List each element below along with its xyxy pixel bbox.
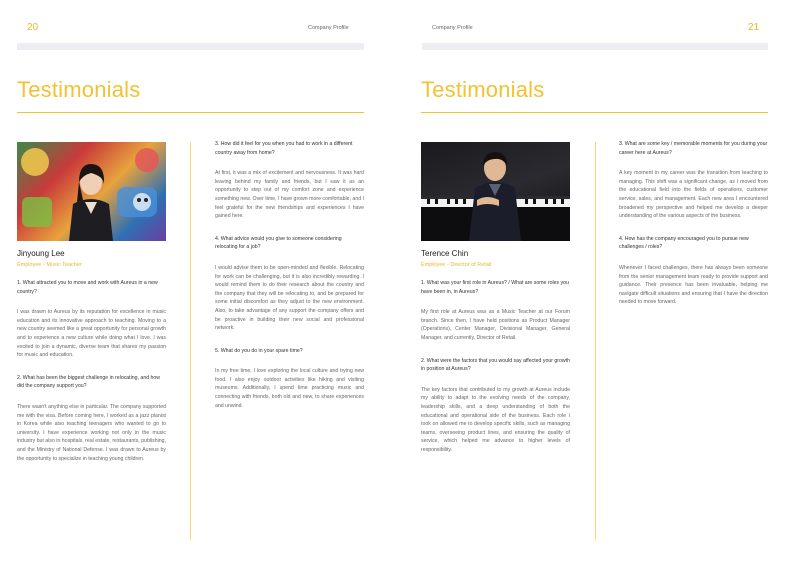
right-page-column-2 (619, 140, 768, 321)
answer: The key factors that contributed to my growth at Aureus include my ability to adapt to the evolving needs of the company, leadership skills, and a deep understanding of both the educational and operational side of the business. Each role I took on allowed me to develop specific skills, such as managing teams, overseeing product lines, and ensuring the quality of service, which helped me advance to higher levels of responsibility. (421, 386, 570, 453)
answer: There wasn't anything else in particular. The company supported me with the visa. Before coming here, I worked as a jazz pianist in Korea while also teaching teenagers who wanted to go to university. I have experience working not only in the music industry but also in hospitals, real estate, restaurants, publishing, and the Ministry of National Defense. I was drawn to Aureus by the opportunity to specialize in teaching young children. (17, 403, 166, 462)
left-page-column-1 (17, 279, 166, 477)
running-head-right: Company Profile (432, 25, 473, 31)
question: 1. What attracted you to move and work with Aureus in a new country? (17, 280, 158, 295)
portrait-photo-jinyoung (17, 142, 166, 241)
answer: I was drawn to Aureus by its reputation for excellence in music education and its innovative approach to teaching. Moving to a new country seemed like a great opportunity for personal growth and to experience a new culture while doing what I love. I was excited to join a dynamic, diverse team that shares my passion for music and education. (17, 309, 166, 359)
person-role-terence: Employee - Director of Retail (421, 262, 492, 268)
question: 2. What were the factors that you would say affected your growth in position at Aureus? (421, 357, 570, 373)
portrait-photo-terence (421, 142, 570, 241)
answer: At first, it was a mix of excitement and nervousness. It was hard leaving behind my family and friends, but I saw it as an opportunity to step out of my comfort zone and experience something new. Over time, I have grown more comfortable, and I feel grateful for the new friendships and experiences I have gained here. (215, 170, 364, 220)
question: 3. How did it feel for you when you had to work in a different country away from home? (215, 141, 353, 156)
left-page-column-2 (215, 140, 364, 424)
answer: I would advise them to be open-minded and flexible. Relocating for work can be challenging, but it is also incredibly rewarding. I would remind them to do their research about the country and the company that they will be relocating to, and be prepared for some initial discomfort as they adjust to the new environment. Also, to take advantage of any support the company offers and be proactive in building their new social and professional network. (215, 264, 364, 332)
person-name-jinyoung: Jinyoung Lee (17, 249, 65, 258)
answer: A key moment in my career was the transition from teaching to managing. This shift was a significant change, as I moved from the educational field into the fields of operations, customer service, sales, and management. Each new area I encountered broadened my perspective and helped me develop a deeper understanding of the various aspects of the business. (619, 170, 768, 220)
title-divider-right (421, 112, 768, 113)
page-number-right: 21 (748, 22, 760, 33)
answer: In my free time, I love exploring the local culture and trying new food. I also enjoy outdoor activities like hiking and visiting museums. Additionally, I spend time practicing music and connecting with friends, both old and new, to share experiences and unwind. (215, 368, 364, 409)
running-head-left: Company Profile (308, 25, 349, 31)
right-page-column-1 (421, 279, 570, 469)
header-bar-right (422, 43, 768, 50)
column-divider-left (190, 142, 191, 540)
question: 4. How has the company encouraged you to pursue new challenges / roles? (619, 235, 749, 251)
portrait-illustration (421, 142, 570, 241)
question: 4. What advice would you give to someone considering relocating for a job? (215, 235, 342, 251)
person-role-jinyoung: Employee - Music Teacher (17, 262, 82, 268)
question: 1. What was your first role in Aureus? / What are some roles you have been in, in Aureus? (421, 280, 569, 295)
portrait-illustration (17, 142, 166, 241)
person-name-terence: Terence Chin (421, 249, 469, 258)
page-number-left: 20 (27, 22, 39, 33)
answer: My first role at Aureus was as a Music Teacher at our Forum branch. Since then, I have held positions as Product Manager (Operations), Center Manager, Divisional Manager, General Manager, and currently, Director of Retail. (421, 309, 570, 341)
section-title-right: Testimonials (421, 77, 545, 102)
question: 5. What do you do in your spare time? (215, 347, 303, 354)
title-divider-left (17, 112, 364, 113)
question: 2. What has been the biggest challenge in relocating, and how did the company support you? (17, 374, 161, 390)
header-bar-left (17, 43, 364, 50)
column-divider-right (595, 142, 596, 540)
answer: Whenever I faced challenges, there has always been someone from the senior management team ready to provide support and guidance. Their presence has been invaluable, helping me navigate difficult situations and ensuring that I have the direction needed to move forward. (619, 264, 768, 306)
question: 3. What are some key / memorable moments for you during your career here at Aureus? (619, 141, 768, 156)
section-title-left: Testimonials (17, 77, 141, 102)
